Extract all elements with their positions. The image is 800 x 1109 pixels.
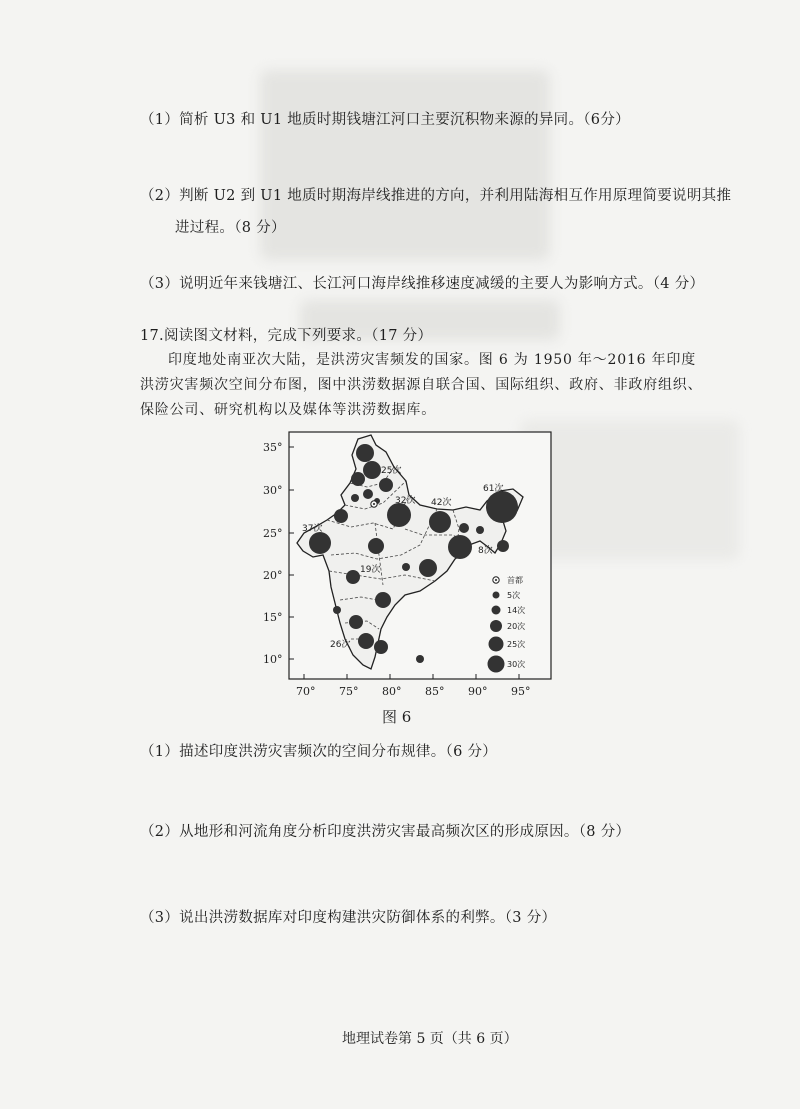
flood-frequency-circle (402, 563, 410, 571)
flood-frequency-circle (333, 606, 341, 614)
legend-size-label: 30次 (507, 660, 526, 669)
flood-frequency-circle (358, 633, 374, 649)
flood-frequency-circle (363, 489, 373, 499)
flood-frequency-circle (375, 592, 391, 608)
lon-tick-label: 80° (382, 685, 402, 698)
flood-frequency-circle (363, 461, 381, 479)
flood-frequency-circle (429, 511, 451, 533)
lon-tick-label: 85° (425, 685, 445, 698)
q17-heading: 17.阅读图文材料，完成下列要求。（17 分） (140, 328, 433, 344)
flood-frequency-circle (448, 535, 472, 559)
lat-tick-label: 30° (263, 484, 283, 497)
lon-tick-label: 90° (468, 685, 488, 698)
legend-size-circle (489, 637, 504, 652)
flood-frequency-circle (486, 491, 518, 523)
legend-capital-label: 首都 (507, 576, 523, 585)
flood-frequency-circle (416, 655, 424, 663)
flood-frequency-circle (497, 540, 509, 552)
legend-size-label: 14次 (507, 606, 526, 615)
legend-size-circle (488, 656, 505, 673)
page-footer: 地理试卷第 5 页（共 6 页） (342, 1031, 518, 1047)
figure-caption: 图 6 (382, 708, 412, 726)
q17-material: 印度地处南亚次大陆，是洪涝灾害频发的国家。图 6 为 1950 年～2016 年印度洪涝灾害频次空间分布图，图中洪涝数据源自联合国、国际组织、政府、非政府组织、保险公司、研究机构以及媒体等洪涝数据库。 (140, 352, 703, 418)
flood-frequency-circle (387, 503, 411, 527)
lat-tick-label: 10° (263, 653, 283, 666)
flood-count-label: 42次 (431, 498, 452, 508)
flood-frequency-circle (351, 494, 359, 502)
lon-tick-label: 70° (296, 685, 316, 698)
flood-frequency-circle (368, 538, 384, 554)
legend-capital-dot (495, 579, 497, 581)
q17-sub3: （3）说出洪涝数据库对印度构建洪灾防御体系的利弊。（3 分） (140, 910, 557, 926)
q17-sub1: （1）描述印度洪涝灾害频次的空间分布规律。（6 分） (140, 744, 498, 760)
legend-size-label: 25次 (507, 640, 526, 649)
lon-tick-label: 95° (511, 685, 531, 698)
flood-count-label: 37次 (302, 524, 323, 534)
lat-tick-label: 15° (263, 611, 283, 624)
legend-size-circle (490, 620, 502, 632)
flood-frequency-circle (351, 472, 365, 486)
flood-count-label: 26次 (330, 640, 351, 650)
flood-frequency-circle (356, 444, 374, 462)
flood-frequency-circle (309, 532, 331, 554)
legend-size-circle (492, 606, 501, 615)
lat-tick-label: 20° (263, 569, 283, 582)
flood-frequency-circle (419, 559, 437, 577)
q16-sub2-line1: （2）判断 U2 到 U1 地质时期海岸线推进的方向，并利用陆海相互作用原理简要说明其推 (140, 188, 732, 204)
flood-count-label: 8次 (478, 546, 493, 556)
q16-sub1: （1）简析 U3 和 U1 地质时期钱塘江河口主要沉积物来源的异同。（6分） (140, 112, 630, 128)
flood-frequency-circle (476, 526, 484, 534)
scan-blotch (260, 70, 550, 260)
q16-sub3: （3）说明近年来钱塘江、长江河口海岸线推移速度减缓的主要人为影响方式。（4 分） (140, 276, 705, 292)
lat-tick-label: 25° (263, 527, 283, 540)
flood-count-label: 19次 (360, 565, 381, 575)
legend-size-circle (493, 592, 500, 599)
legend-size-label: 20次 (507, 622, 526, 631)
flood-count-label: 25次 (381, 466, 402, 476)
flood-frequency-circle (374, 640, 388, 654)
flood-frequency-circle (379, 478, 393, 492)
lat-tick-label: 35° (263, 441, 283, 454)
flood-frequency-circle (459, 523, 469, 533)
flood-count-label: 61次 (483, 484, 504, 494)
q16-sub2-line2: 进过程。（8 分） (175, 220, 286, 236)
flood-frequency-circle (334, 509, 348, 523)
lon-tick-label: 75° (339, 685, 359, 698)
india-flood-map (255, 425, 555, 710)
q17-sub2: （2）从地形和河流角度分析印度洪涝灾害最高频次区的形成原因。（8 分） (140, 824, 631, 840)
capital-marker-dot (373, 503, 375, 505)
flood-frequency-circle (349, 615, 363, 629)
flood-frequency-circle (346, 570, 360, 584)
legend-size-label: 5次 (507, 591, 521, 600)
flood-count-label: 32次 (395, 496, 416, 506)
